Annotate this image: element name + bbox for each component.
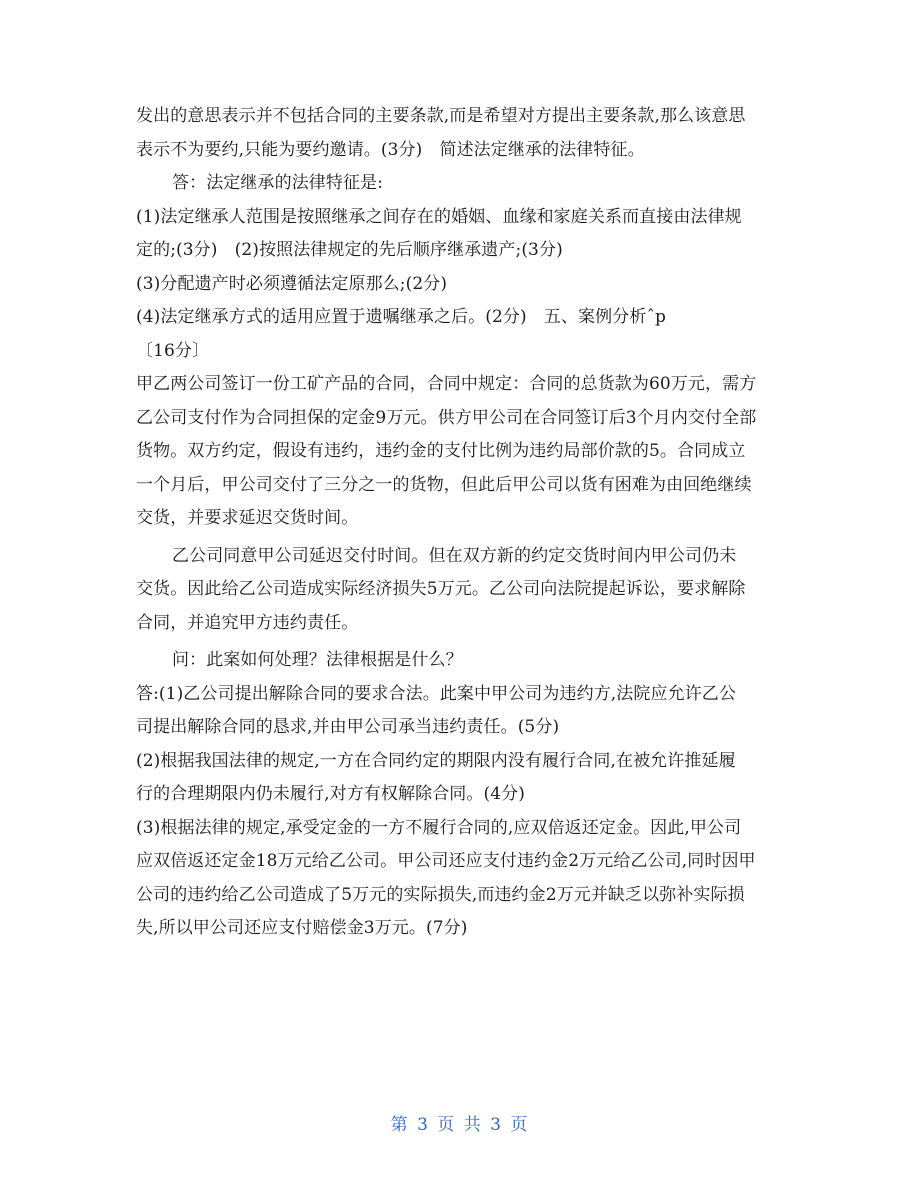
text-line: 货物。双方约定，假设有违约，违约金的支付比例为违约局部价款的5。合同成立	[136, 441, 746, 461]
document-body	[136, 100, 791, 946]
text-line: 答：法定继承的法律特征是:	[172, 173, 384, 193]
text-line: 失,所以甲公司还应支付赔偿金3万元。(7分)	[136, 918, 468, 938]
text-line: (3)根据法律的规定,承受定金的一方不履行合同的,应双倍返还定金。因此,甲公司	[136, 817, 742, 838]
text-line: 〔16分〕	[136, 340, 210, 361]
text-line: 一个月后，甲公司交付了三分之一的货物，但此后甲公司以货有困难为由回绝继续	[136, 474, 752, 495]
text-line: 问：此案如何处理？法律根据是什么？	[172, 650, 463, 670]
text-line: (3)分配遗产时必须遵循法定原那么;(2分)	[136, 273, 448, 294]
text-line: 应双倍返还定金18万元给乙公司。甲公司还应支付违约金2万元给乙公司,同时因甲	[136, 851, 756, 871]
text-line: 定的;(3分) (2)按照法律规定的先后顺序继承遗产;(3分)	[136, 240, 563, 260]
text-line: 合同，并追究甲方违约责任。	[136, 612, 359, 633]
page-number-footer: 第 3 页 共 3 页	[390, 1115, 530, 1135]
text-line: 乙公司支付作为合同担保的定金9万元。供方甲公司在合同签订后3个月内交付全部	[136, 407, 757, 428]
text-line: (1)法定继承人范围是按照继承之间存在的婚姻、血缘和家庭关系而直接由法律规	[136, 206, 742, 227]
text-line: 发出的意思表示并不包括合同的主要条款,而是希望对方提出主要条款,那么该意思	[136, 106, 746, 126]
text-line: 交货。因此给乙公司造成实际经济损失5万元。乙公司向法院提起诉讼，要求解除	[136, 579, 746, 599]
text-line: 表示不为要约,只能为要约邀请。(3分) 简述法定继承的法律特征。	[136, 139, 645, 160]
text-line: 行的合理期限内仍未履行,对方有权解除合同。(4分)	[136, 784, 525, 804]
text-line: 甲乙两公司签订一份工矿产品的合同，合同中规定：合同的总货款为60万元，需方	[136, 374, 757, 394]
text-line: 公司的违约给乙公司造成了5万元的实际损失,而违约金2万元并缺乏以弥补实际损	[136, 884, 745, 905]
text-line: 交货，并要求延迟交货时间。	[136, 508, 359, 528]
text-line: (4)法定继承方式的适用应置于遗嘱继承之后。(2分) 五、案例分析ˆp	[136, 307, 667, 327]
text-line: (2)根据我国法律的规定,一方在合同约定的期限内没有履行合同,在被允许推延履	[136, 750, 736, 771]
text-line: 乙公司同意甲公司延迟交付时间。但在双方新的约定交货时间内甲公司仍未	[172, 545, 737, 566]
text-line: 答:(1)乙公司提出解除合同的要求合法。此案中甲公司为违约方,法院应允许乙公	[136, 683, 737, 704]
text-line: 司提出解除合同的恳求,并由甲公司承当违约责任。(5分)	[136, 717, 560, 737]
